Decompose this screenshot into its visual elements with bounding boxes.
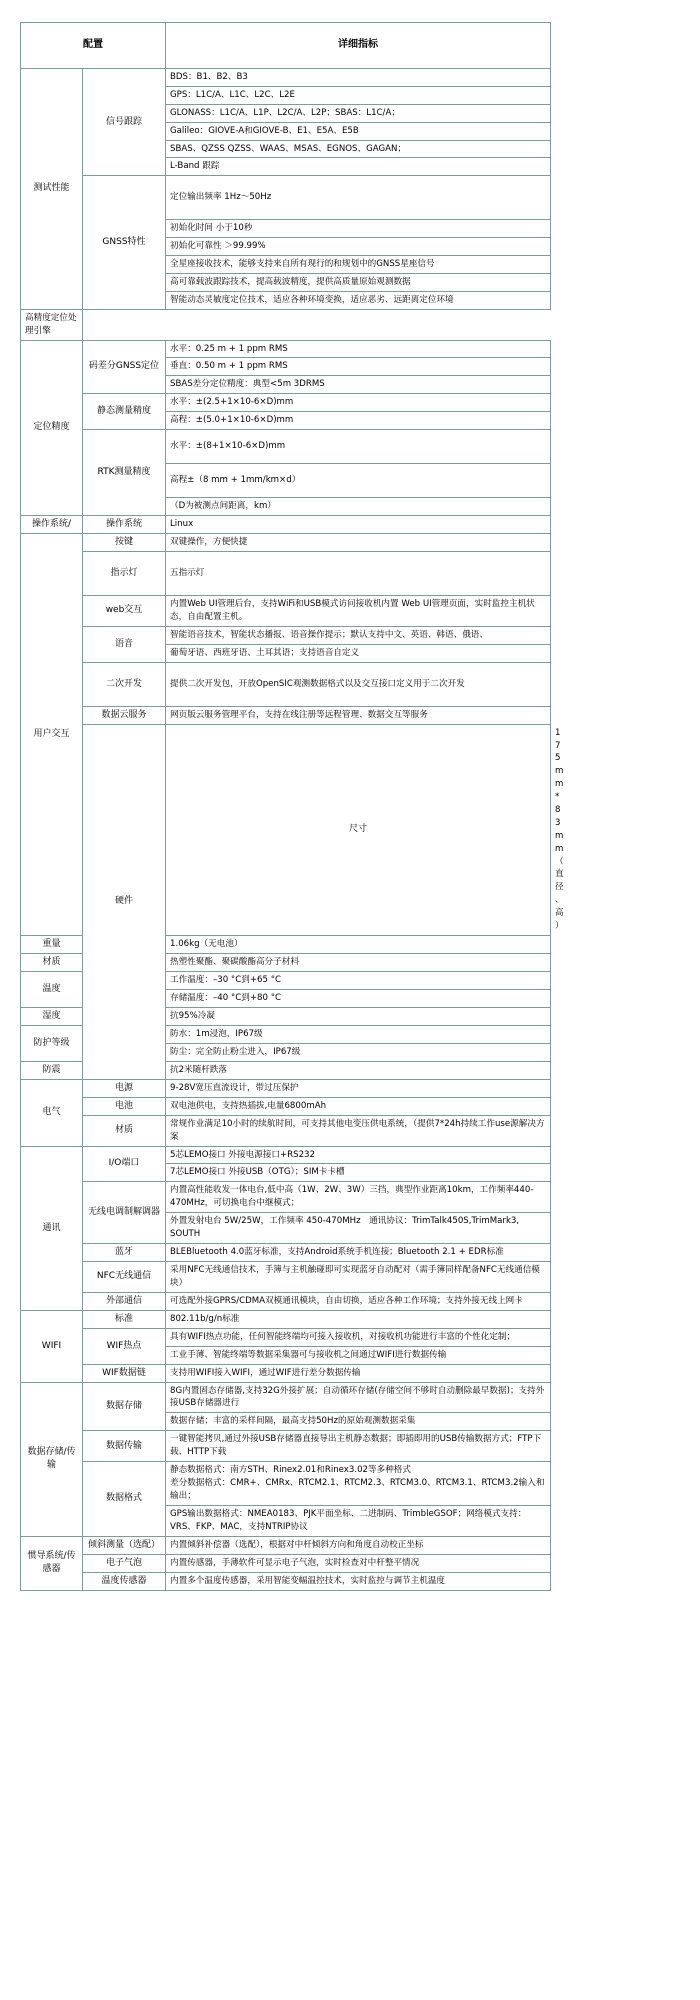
value-cell: Galileo：GIOVE-A和GIOVE-B、E1、E5A、E5B — [166, 122, 551, 140]
value-cell: 工作温度：–30 °C到+65 °C — [166, 971, 551, 989]
value-cell: 葡萄牙语、西班牙语、土耳其语；支持语音自定义 — [166, 644, 551, 662]
subcategory-cell: WIF数据链 — [83, 1364, 166, 1382]
table-row — [21, 1364, 551, 1382]
subcategory-cell: 操作系统 — [83, 515, 166, 533]
table-row — [21, 309, 551, 340]
category-cell: 测试性能 — [21, 69, 83, 310]
category-cell: 电气 — [21, 1079, 83, 1146]
category-cell: 数据存储/传输 — [21, 1382, 83, 1536]
value-cell: 内置多个温度传感器，采用智能变幅温控技术，实时监控与调节主机温度 — [166, 1572, 551, 1590]
subcategory-cell: 信号跟踪 — [83, 69, 166, 176]
subcategory-cell: 电子气泡 — [83, 1554, 166, 1572]
subcategory-cell: 湿度 — [21, 1007, 83, 1025]
table-row — [21, 430, 551, 464]
value-cell: 智能语音技术，智能状态播报、语音操作提示；默认支持中文、英语、韩语、俄语、 — [166, 626, 551, 644]
value-cell: 水平：0.25 m + 1 ppm RMS — [166, 340, 551, 358]
value-cell: 内置传感器，手薄软件可显示电子气泡，实时检查对中杆整平情况 — [166, 1554, 551, 1572]
table-row — [21, 1146, 551, 1164]
value-cell: BDS：B1、B2、B3 — [166, 69, 551, 87]
value-cell: 网页版云服务管理平台，支持在线注册等远程管理、数据交互等服务 — [166, 706, 551, 724]
value-cell: 外置发射电台 5W/25W，工作频率 450-470MHz 通讯协议：TrimTalk450S,TrimMark3, SOUTH — [166, 1213, 551, 1244]
subcategory-cell: 码差分GNSS定位 — [83, 340, 166, 394]
value-cell: 热塑性聚酯、聚碳酸酯高分子材料 — [166, 953, 551, 971]
table-row — [21, 1182, 551, 1213]
value-cell: 802.11b/g/n标准 — [166, 1310, 551, 1328]
value-cell: 支持用WIFI接入WIFI，通过WIF进行差分数据传输 — [166, 1364, 551, 1382]
value-cell: 提供二次开发包，开放OpenSIC观测数据格式以及交互接口定义用于二次开发 — [166, 662, 551, 706]
value-cell: 高程±（8 mm + 1mm/km×d） — [166, 464, 551, 498]
subcategory-cell: 数据云服务 — [83, 706, 166, 724]
table-row — [21, 1431, 551, 1462]
table-row — [21, 533, 551, 551]
table-header-row — [21, 23, 551, 69]
table-row — [21, 69, 551, 87]
subcategory-cell: 无线电调制解调器 — [83, 1182, 166, 1244]
category-cell: 定位精度 — [21, 340, 83, 515]
table-row — [21, 1462, 551, 1506]
value-cell: SBAS差分定位精度：典型<5m 3DRMS — [166, 376, 551, 394]
subcategory-cell: 数据存储 — [83, 1382, 166, 1431]
subcategory-cell: 数据传输 — [83, 1431, 166, 1462]
category-cell: 用户交互 — [21, 533, 83, 935]
subcategory-cell: 语音 — [83, 626, 166, 662]
value-cell: 垂直：0.50 m + 1 ppm RMS — [166, 358, 551, 376]
value-cell: 抗2米随杆跌落 — [166, 1061, 551, 1079]
table-row — [21, 552, 551, 596]
value-cell: （D为被测点间距离，km） — [166, 498, 551, 516]
category-cell: 通讯 — [21, 1146, 83, 1310]
subcategory-cell: NFC无线通信 — [83, 1261, 166, 1292]
table-row — [21, 706, 551, 724]
table-row — [21, 1310, 551, 1328]
value-cell: 5芯LEMO接口 外接电源接口+RS232 — [166, 1146, 551, 1164]
value-cell: 1.06kg（无电池） — [166, 935, 551, 953]
subcategory-cell: 倾斜测量（选配） — [83, 1536, 166, 1554]
subcategory-cell: 防震 — [21, 1061, 83, 1079]
table-row — [21, 515, 551, 533]
table-row — [21, 176, 551, 220]
value-cell: 初始化时间 小于10秒 — [166, 220, 551, 238]
value-cell: 存储温度：–40 °C到+80 °C — [166, 989, 551, 1007]
subcategory-cell: 电源 — [83, 1079, 166, 1097]
subcategory-cell: 蓝牙 — [83, 1243, 166, 1261]
value-cell: 初始化可靠性 ＞99.99% — [166, 238, 551, 256]
table-row — [21, 340, 551, 358]
value-cell: 采用NFC无线通信技术，手簿与主机触碰即可实现蓝牙自动配对（需手簿同样配备NFC无线通信模块） — [166, 1261, 551, 1292]
table-row — [21, 1243, 551, 1261]
value-cell: 7芯LEMO接口 外接USB（OTG）；SIM卡卡槽 — [166, 1164, 551, 1182]
value-cell: 双电池供电，支持热插拔,电量6800mAh — [166, 1097, 551, 1115]
table-head — [21, 23, 551, 69]
header-detail: 详细指标 — [166, 23, 551, 69]
subcategory-cell: 外部通信 — [83, 1292, 166, 1310]
subcategory-cell: 静态测量精度 — [83, 394, 166, 430]
value-cell: 可选配外接GPRS/CDMA双模通讯模块，自由切换，适应各种工作环境；支持外接无线上网卡 — [166, 1292, 551, 1310]
table-row — [21, 1572, 551, 1590]
value-cell: 双键操作，方便快捷 — [166, 533, 551, 551]
value-cell: SBAS、QZSS QZSS、WAAS、MSAS、EGNOS、GAGAN； — [166, 140, 551, 158]
table-row — [21, 1097, 551, 1115]
value-cell: 水平：±(2.5+1×10-6×D)mm — [166, 394, 551, 412]
value-cell: 抗95%冷凝 — [166, 1007, 551, 1025]
subcategory-cell: 材质 — [21, 953, 83, 971]
value-cell: 五指示灯 — [166, 552, 551, 596]
table-row — [21, 1079, 551, 1097]
category-cell: 操作系统/ — [21, 515, 83, 533]
value-cell: 数据存储；丰富的采样间隔，最高支持50Hz的原始观测数据采集 — [166, 1413, 551, 1431]
value-cell: 一键智能拷贝,通过外接USB存储器直接导出主机静态数据；即插即用的USB传输数据方式；FTP下载、HTTP下载 — [166, 1431, 551, 1462]
value-cell: 8G内置固态存储器,支持32G外接扩展；自动循环存储(存储空间不够时自动删除最早数据)；支持外接USB存储器进行 — [166, 1382, 551, 1413]
value-cell: GPS输出数据格式：NMEA0183、PJK平面坐标、二进制码、TrimbleGSOF；网络模式支持：VRS、FKP、MAC，支持NTRIP协议 — [166, 1505, 551, 1536]
value-cell: 常规作业满足10小时的续航时间，可支持其他电变压供电系统，（提供7*24h持续工作use源解决方案 — [166, 1115, 551, 1146]
table-body — [21, 69, 564, 1591]
value-cell: 9-28V宽压直流设计，带过压保护 — [166, 1079, 551, 1097]
table-row — [21, 662, 551, 706]
value-cell: 高可靠载波跟踪技术，提高载波精度，提供高质量原始观测数据 — [166, 274, 551, 292]
value-cell: BLEBluetooth 4.0蓝牙标准，支持Android系统手机连接；Bluetooth 2.1 + EDR标准 — [166, 1243, 551, 1261]
subcategory-cell: I/O端口 — [83, 1146, 166, 1182]
table-row — [21, 1536, 551, 1554]
table-row — [21, 1328, 551, 1346]
value-cell: GPS：L1C/A、L1C、L2C、L2E — [166, 86, 551, 104]
header-config: 配置 — [21, 23, 166, 69]
value-cell: 定位输出频率 1Hz～50Hz — [166, 176, 551, 220]
value-cell: 内置倾斜补偿器（选配），根据对中杆倾斜方向和角度自动校正坐标 — [166, 1536, 551, 1554]
value-cell: 高精度定位处理引擎 — [21, 309, 83, 340]
value-cell: 工业手薄、智能终端等数据采集器可与接收机之间通过WIFI进行数据传输 — [166, 1346, 551, 1364]
value-cell: 内置高性能收发一体电台,低中高（1W、2W、3W）三挡，典型作业距离10km，工作频率440-470MHz，可切换电台中继模式； — [166, 1182, 551, 1213]
subcategory-cell: 温度传感器 — [83, 1572, 166, 1590]
value-cell: 水平：±(8+1×10-6×D)mm — [166, 430, 551, 464]
value-cell: 静态数据格式：南方STH、Rinex2.01和Rinex3.02等多种格式 差分数据格式：CMR+、CMRx、RTCM2.1、RTCM2.3、RTCM3.0、RTCM3.1、RTCM3.2输入和输出； — [166, 1462, 551, 1506]
subcategory-cell: 材质 — [83, 1115, 166, 1146]
subcategory-cell: 重量 — [21, 935, 83, 953]
table-row — [21, 1261, 551, 1292]
subcategory-cell: 尺寸 — [166, 724, 551, 935]
subcategory-cell: 标准 — [83, 1310, 166, 1328]
value-cell: 高程：±(5.0+1×10-6×D)mm — [166, 412, 551, 430]
subcategory-cell: 温度 — [21, 971, 83, 1007]
value-cell: Linux — [166, 515, 551, 533]
table-row: 硬件 尺寸 175mm*83mm（直径、高） — [21, 724, 551, 935]
specification-table — [20, 22, 564, 1591]
subcategory-cell: 防护等级 — [21, 1025, 83, 1061]
category-cell: 硬件 — [83, 724, 166, 1079]
subcategory-cell: web交互 — [83, 596, 166, 627]
table-row — [21, 1292, 551, 1310]
value-cell: 智能动态灵敏度定位技术，适应各种环境变换，适应恶劣、远距离定位环境 — [166, 291, 551, 309]
subcategory-cell: GNSS特性 — [83, 176, 166, 309]
table-row — [21, 1115, 551, 1146]
subcategory-cell: 二次开发 — [83, 662, 166, 706]
table-row — [21, 394, 551, 412]
value-cell: 防尘：完全防止粉尘进入，IP67级 — [166, 1043, 551, 1061]
subcategory-cell: WIF热点 — [83, 1328, 166, 1364]
value-cell: 防水：1m浸泡，IP67级 — [166, 1025, 551, 1043]
value-cell: 具有WIFI热点功能，任何智能终端均可接入接收机，对接收机功能进行丰富的个性化定制； — [166, 1328, 551, 1346]
subcategory-cell: 按键 — [83, 533, 166, 551]
category-cell: WIFI — [21, 1310, 83, 1382]
table-row — [21, 1554, 551, 1572]
subcategory-cell: 数据格式 — [83, 1462, 166, 1536]
value-cell: 全星座接收技术，能够支持来自所有现行的和规划中的GNSS星座信号 — [166, 256, 551, 274]
table-row — [21, 596, 551, 627]
value-cell: 内置Web UI管理后台，支持WiFi和USB模式访问接收机内置 Web UI管理页面，实时监控主机状态，自由配置主机。 — [166, 596, 551, 627]
subcategory-cell: 电池 — [83, 1097, 166, 1115]
subcategory-cell: RTK测量精度 — [83, 430, 166, 516]
category-cell: 惯导系统/传感器 — [21, 1536, 83, 1590]
subcategory-cell: 指示灯 — [83, 552, 166, 596]
value-cell: L-Band 跟踪 — [166, 158, 551, 176]
value-cell: GLONASS：L1C/A、L1P、L2C/A、L2P；SBAS：L1C/A； — [166, 104, 551, 122]
table-row — [21, 1382, 551, 1413]
table-row — [21, 626, 551, 644]
